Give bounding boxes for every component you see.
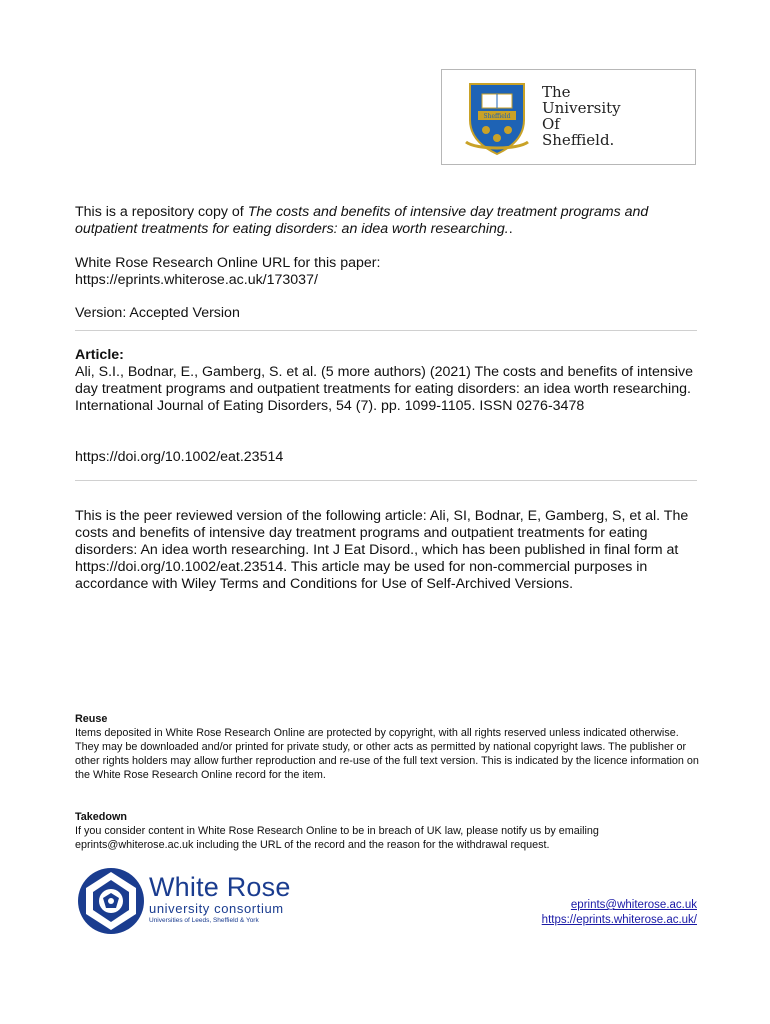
article-doi[interactable]: https://doi.org/10.1002/eat.23514 <box>75 449 284 465</box>
repository-intro <box>75 204 700 238</box>
website-link[interactable]: https://eprints.whiterose.ac.uk/ <box>541 914 697 926</box>
intro-prefix: This is a repository copy of <box>75 204 248 220</box>
paper-url[interactable]: https://eprints.whiterose.ac.uk/173037/ <box>75 272 318 288</box>
article-heading: Article: <box>75 347 124 363</box>
peer-review-note: This is the peer reviewed version of the following article: Ali, SI, Bodnar, E, Gamberg, S, et al. The costs and benefits of intensive day treatment programs and outpatient treatments for eating disorders: An idea worth researching. Int J Eat Disord., which has been published in final form at https://doi.org/10.1002/eat.23514. This article may be used for non-commercial purposes in accordance with Wiley Terms and Conditions for Use of Self-Archived Versions. <box>75 508 689 592</box>
white-rose-subtitle: university consortium <box>149 901 284 916</box>
takedown-text: If you consider content in White Rose Research Online to be in breach of UK law, please notify us by emailing eprints@whiterose.ac.uk including the URL of the record and the reason for the withdrawal request. <box>75 825 599 851</box>
intro-suffix: . <box>508 221 513 237</box>
repository-url-block <box>75 255 700 289</box>
divider <box>75 330 697 331</box>
white-rose-emblem-icon <box>76 866 146 936</box>
url-label: White Rose Research Online URL for this paper: <box>75 255 381 271</box>
university-name-line-3: Of <box>542 115 560 133</box>
version-text: Version: Accepted Version <box>75 305 240 321</box>
white-rose-tagline: Universities of Leeds, Sheffield & York <box>149 917 259 924</box>
reuse-heading: Reuse <box>75 713 108 725</box>
intro-title: The costs and benefits of intensive day treatment programs and outpatient treatments for eating disorders: an idea worth researching. <box>75 204 649 237</box>
university-name-line-1: The <box>542 83 571 101</box>
article-citation: Ali, S.I., Bodnar, E., Gamberg, S. et al. (5 more authors) (2021) The costs and benefits of intensive day treatment programs and outpatient treatments for eating disorders: an idea worth researching. International Journal of Eating Disorders, 54 (7). pp. 1099-1105. ISSN 0276-3478 <box>75 364 693 414</box>
white-rose-wordmark <box>149 872 291 926</box>
email-link[interactable]: eprints@whiterose.ac.uk <box>570 899 697 911</box>
crest-banner-text: Sheffield <box>483 113 511 120</box>
university-logo <box>441 69 696 165</box>
takedown-heading: Takedown <box>75 811 127 823</box>
university-name <box>542 84 621 148</box>
reuse-text: Items deposited in White Rose Research Online are protected by copyright, with all rights reserved unless indicated otherwise. They may be downloaded and/or printed for private study, or other acts as permitted by national copyright laws. The publisher or other rights holders may allow further reproduction and re-use of the full text version. This is indicated by the licence information on the White Rose Research Online record for the item. <box>75 727 699 781</box>
university-crest-icon <box>464 80 530 156</box>
contact-links <box>542 898 697 928</box>
university-name-line-2: University <box>542 99 621 117</box>
divider <box>75 480 697 481</box>
white-rose-title: White Rose <box>149 872 291 902</box>
university-name-line-4: Sheffield. <box>542 131 615 149</box>
